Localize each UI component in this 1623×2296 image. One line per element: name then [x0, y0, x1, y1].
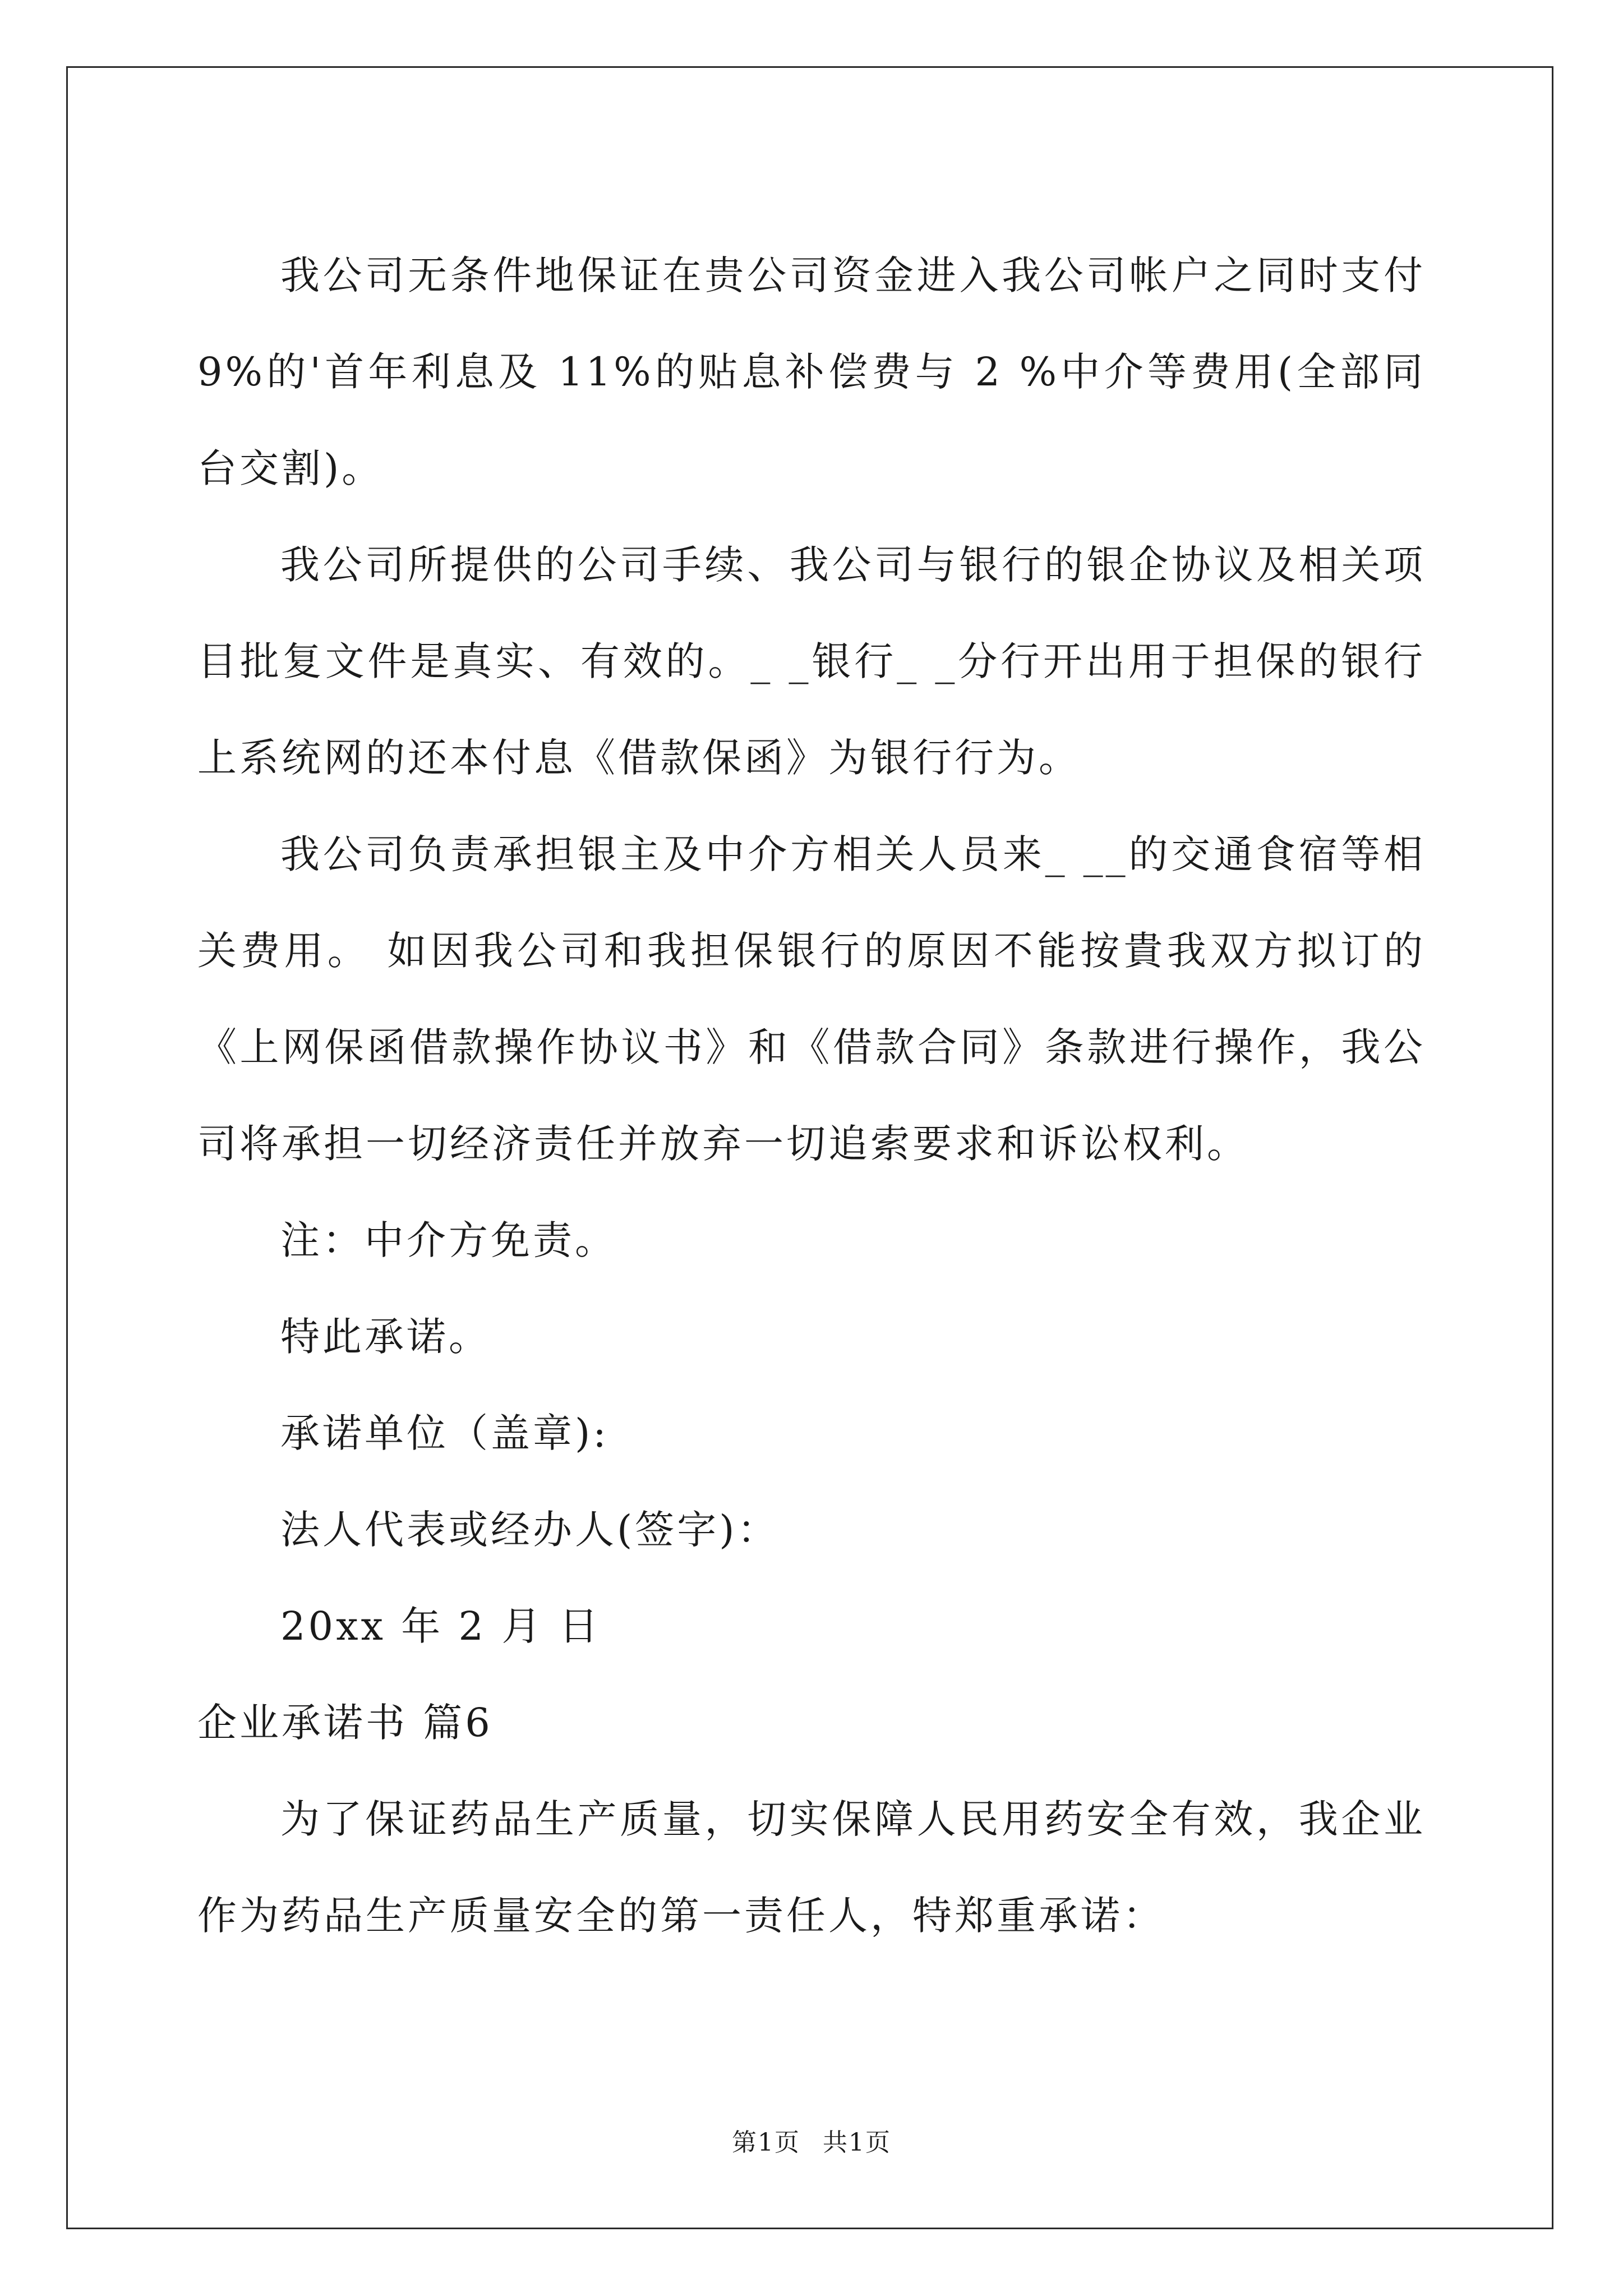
paragraph-hereby-promise: 特此承诺。	[280, 1314, 491, 1360]
section-heading: 企业承诺书 篇6	[197, 1700, 493, 1746]
paragraph-promising-unit: 承诺单位（盖章):	[280, 1410, 609, 1456]
paragraph-cost-responsibility: 我公司负责承担银主及中介方相关人员来_ __的交通食宿等相关费用。 如因我公司和我担保银行的原因不能按貴我双方拟订的《上网保函借款操作协议书》和《借款合同》条款进行操作，我公司将承担一切经济责任并放弃一切追索要求和诉讼权利。	[197, 831, 1426, 1167]
page-total: 共1页	[823, 2128, 891, 2157]
paragraph-documents-authentic: 我公司所提供的公司手续、我公司与银行的银企协议及相关项目批复文件是真实、有效的。_ _银行_ _分行开出用于担保的银行上系统网的还本付息《借款保函》为银行行为。	[197, 542, 1426, 781]
paragraph-drug-quality: 为了保证药品生产质量，切实保障人民用药安全有效，我企业作为药品生产质量安全的第一责任人，特郑重承诺：	[197, 1796, 1426, 1939]
page-footer	[0, 2126, 1623, 2160]
paragraph-legal-representative: 法人代表或经办人(签字)：	[280, 1507, 780, 1553]
document-body	[197, 227, 1426, 1964]
paragraph-note: 注：中介方免责。	[280, 1217, 617, 1263]
paragraph-date: 20xx 年 2 月 日	[280, 1603, 601, 1649]
page-number: 第1页	[732, 2128, 800, 2157]
paragraph-interest-guarantee: 我公司无条件地保证在贵公司资金进入我公司帐户之同时支付9%的'首年利息及 11%的贴息补偿费与 2 %中介等费用(全部同台交割)。	[197, 252, 1426, 491]
